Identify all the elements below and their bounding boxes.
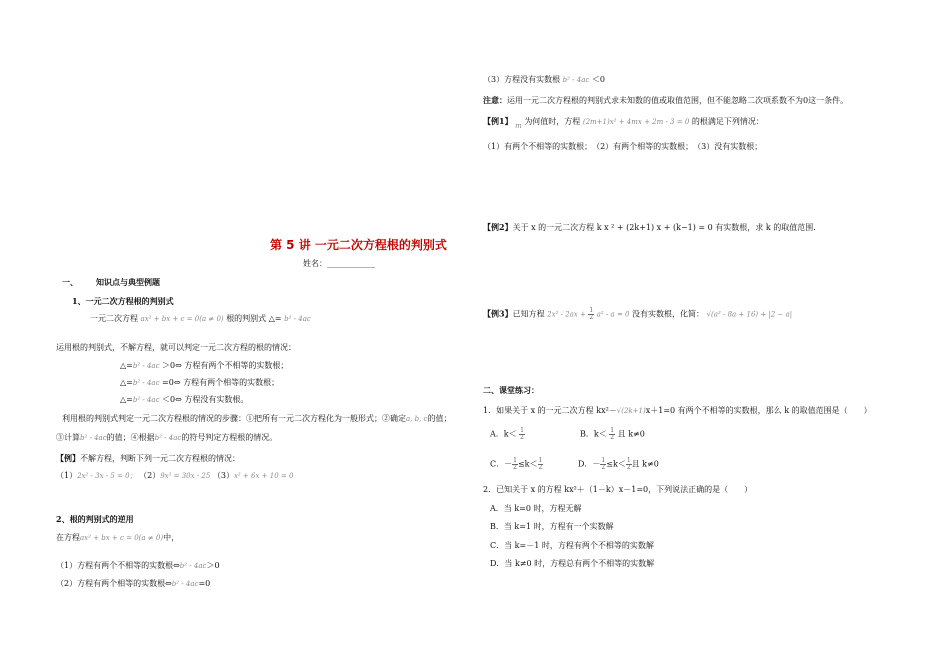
formula: (2m+1)x² + 4mx + 2m - 3 = 0 (582, 118, 690, 126)
text: （1）方程有两个不相等的实数根⇔ (56, 561, 180, 570)
inverse-case1 (56, 561, 220, 571)
item-num: （1） (56, 471, 78, 480)
option-label: B．k＜ (580, 429, 607, 439)
formula: 2x² - 2ax + (547, 310, 586, 319)
case-text: ＞0⇔ 方程有两个不相等的实数根； (159, 361, 289, 370)
example1-label: 【例1】 (483, 116, 513, 126)
section1-heading (62, 277, 160, 287)
example1-cases: （1）有两个不相等的实数根； （2）有两个相等的实数根； （3）没有实数根； (483, 142, 763, 151)
option-1b (580, 428, 645, 441)
option-2c: C．当 k=－1 时，方程有两个不相等的实数解 (490, 541, 654, 550)
fraction-half (609, 428, 615, 441)
option-1d (578, 458, 659, 471)
numerator: 1 (520, 427, 524, 434)
formula: b² - 4ac (179, 562, 207, 570)
delta-symbol: △= (120, 378, 133, 387)
option-2b: B．当 k=1 时，方程有一个实数解 (490, 522, 614, 531)
text: 的值； (427, 414, 452, 423)
case3-line (483, 75, 605, 85)
option-1a (490, 428, 525, 441)
formula: b² - 4ac (80, 434, 107, 442)
var-m: m (515, 122, 522, 130)
text: =0 (198, 579, 211, 588)
inverse-case2 (56, 579, 210, 589)
lesson-title: 第 5 讲 一元二次方程根的判别式 (270, 238, 447, 252)
formula: b² - 4ac (132, 362, 160, 370)
numerator: 1 (626, 457, 631, 464)
formula: a² - a = 0 (596, 310, 630, 319)
fraction-half (588, 308, 594, 321)
example3-line (483, 308, 792, 321)
option-label: D．－ (578, 459, 601, 469)
question1-text2: x＋1=0 有两个不相等的实数根，那么 k 的取值范围是（ ） (645, 406, 872, 415)
text: （2）方程有两个相等的实数根⇔ (56, 579, 172, 588)
text: 在方程 (56, 533, 80, 542)
example-text: 不解方程，判断下列一元二次方程根的情况： (80, 454, 240, 463)
question2: 2．已知关于 x 的方程 kx²＋（1－k）x－1=0，下列说法正确的是（ ） (483, 485, 753, 494)
inverse-intro (56, 533, 179, 543)
numerator: 1 (589, 307, 594, 314)
formula: x² + 6x + 10 = 0 (233, 472, 294, 480)
example-label: 【例】 (56, 453, 80, 463)
numerator: 1 (513, 457, 517, 464)
text: ③计算 (56, 433, 80, 442)
case-text: =0⇔ 方程有两个相等的实数根； (159, 378, 280, 387)
formula: b² - 4ac (154, 434, 182, 442)
formula: ax² + bx + c = 0(a ≠ 0) (140, 315, 224, 323)
option-text: ≤k＜ (606, 459, 626, 469)
option-label: C．－ (490, 459, 513, 469)
numerator: 1 (610, 427, 615, 434)
note-label: 注意： (483, 95, 507, 105)
numerator: 1 (601, 457, 606, 464)
fraction-half (538, 458, 544, 471)
example3-label: 【例3】 (483, 308, 513, 319)
steps-line1 (62, 414, 451, 424)
example2-label: 【例2】 (483, 222, 513, 232)
steps-line2 (56, 433, 277, 443)
formula-sqrt: √(2k+1) (616, 407, 646, 415)
example2-text: 关于 x 的一元二次方程 k x ² + (2k+1) x + (k−1) = 0 有实数根，求 k 的取值范围. (512, 223, 816, 232)
section-practice-title: 二、课堂练习： (483, 385, 539, 395)
item-num: （2） (139, 471, 161, 480)
delta-symbol: △= (120, 395, 133, 404)
denominator: 2 (610, 434, 615, 441)
formula: b² - 4ac (562, 76, 590, 84)
section-number: 一、 (62, 277, 78, 287)
delta-symbol: △= (120, 361, 133, 370)
discriminant-definition (90, 314, 311, 324)
case3 (120, 395, 248, 405)
text: 的符号判定方程根的情况。 (181, 433, 278, 442)
formula: 2x² - 3x - 5 = 0； (77, 472, 137, 480)
text: 利用根的判别式判定一元二次方程根的情况的步骤：①把所有一元二次方程化为一般形式；②确定 (62, 414, 406, 423)
example3-text2: 没有实数根，化简： (632, 309, 705, 319)
text: ＞0 (206, 561, 220, 570)
denominator: 2 (513, 464, 517, 471)
formula-sqrt: √(a² - 8a + 16) + |2 − a| (706, 310, 793, 319)
formula: b² - 4ac (132, 396, 160, 404)
question1 (483, 406, 872, 416)
denominator: 2 (626, 464, 631, 471)
formula: b² - 4ac (284, 315, 311, 323)
numerator: 1 (538, 457, 543, 464)
question1-text: 1．如果关于 x 的一元二次方程 kx²－ (483, 406, 617, 415)
formula: b² - 4ac (132, 379, 160, 387)
formula: b² - 4ac (171, 580, 199, 588)
formula: ax² + bx + c = 0(a ≠ 0) (80, 534, 164, 542)
formula: 9x² = 30x - 25 (160, 472, 211, 480)
case1 (120, 361, 288, 371)
text: 的值；④根据 (106, 433, 155, 442)
relation: ＜0 (591, 75, 605, 84)
case3-text: （3）方程没有实数根 (483, 75, 561, 84)
option-1c (490, 458, 543, 471)
denominator: 2 (601, 464, 606, 471)
example-line (56, 453, 240, 464)
example1-line (483, 116, 764, 130)
example1-text2: 的根满足下列情况： (691, 117, 764, 126)
formula: a, b, c (406, 415, 428, 423)
option-text: ≤k＜ (517, 459, 538, 469)
option-2a: A．当 k=0 时，方程无解 (490, 504, 582, 513)
section-title: 知识点与典型例题 (96, 277, 160, 287)
option-text: 且 k≠0 (631, 459, 659, 469)
option-text: 且 k≠0 (617, 429, 645, 439)
subsection1-heading: 1、一元二次方程根的判别式 (72, 296, 174, 306)
example3-text: 已知方程 (512, 309, 545, 319)
note-text: 运用一元二次方程根的判别式求未知数的值或取值范围，但不能忽略二次项系数不为0这一条件。 (507, 96, 849, 105)
example1-text: 为何值时，方程 (524, 117, 581, 126)
text: 根的判别式 △= (226, 314, 282, 323)
denominator: 2 (589, 314, 594, 321)
example2-line (483, 222, 816, 233)
option-label: A．k＜ (490, 429, 517, 439)
denominator: 2 (520, 434, 524, 441)
case2 (120, 378, 279, 388)
name-field-label: 姓名：____________ (303, 259, 375, 268)
option-2d: D．当 k≠0 时，方程总有两个不相等的实数解 (490, 559, 655, 568)
subsection2-heading: 2、根的判别式的逆用 (56, 514, 134, 524)
text: 中， (163, 533, 180, 542)
item-num: （3） (212, 471, 234, 480)
fraction-half (519, 428, 525, 441)
note-line (483, 95, 848, 106)
case-text: ＜0⇔ 方程没有实数根。 (159, 395, 249, 404)
text: 一元二次方程 (90, 314, 138, 323)
denominator: 2 (538, 464, 543, 471)
usage-text: 运用根的判别式，不解方程，就可以判定一元二次方程的根的情况： (56, 343, 296, 352)
example-items (56, 471, 293, 481)
